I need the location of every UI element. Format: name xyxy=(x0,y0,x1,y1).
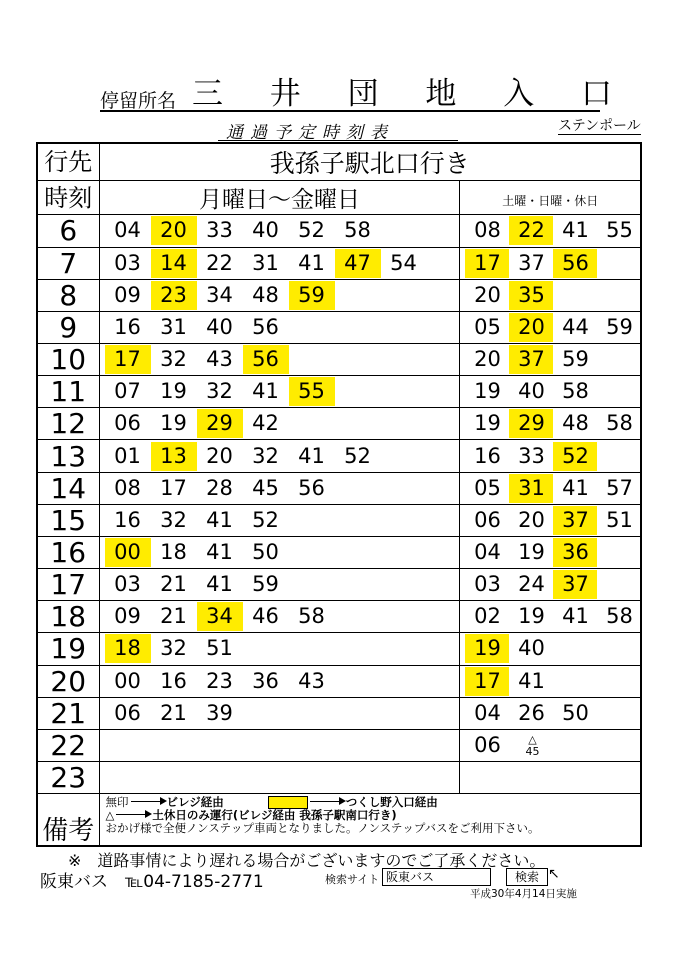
time-label: 時刻 xyxy=(37,181,99,215)
minute: 56 xyxy=(252,314,279,339)
weekend-minutes xyxy=(460,376,641,408)
weekend-minutes xyxy=(460,279,641,311)
weekend-minutes xyxy=(460,697,641,729)
minute: 58 xyxy=(606,411,633,436)
weekday-minutes xyxy=(99,472,460,504)
notes-village-route: ビレジ経由 xyxy=(166,795,224,810)
hour-cell: 14 xyxy=(37,472,99,504)
minute: 20 xyxy=(474,282,501,307)
minute-highlighted: 20 xyxy=(509,313,553,342)
weekday-minutes xyxy=(99,729,460,761)
weekday-minutes xyxy=(99,408,460,440)
hour-cell: 8 xyxy=(37,279,99,311)
stop-name xyxy=(192,72,612,112)
weekday-minutes xyxy=(99,762,460,794)
minute: 08 xyxy=(474,218,501,243)
minute: 19 xyxy=(518,604,545,629)
destination-label: 行先 xyxy=(37,143,99,181)
weekend-minutes xyxy=(460,247,641,279)
minute: 31 xyxy=(160,314,187,339)
notes-label: 備考 xyxy=(37,794,99,846)
hour-row xyxy=(37,504,641,536)
hour-row xyxy=(37,601,641,633)
hour-row xyxy=(37,376,641,408)
hour-row xyxy=(37,729,641,761)
hour-cell: 6 xyxy=(37,215,99,247)
minute-highlighted: 52 xyxy=(553,442,597,471)
hour-row xyxy=(37,440,641,472)
minute: 50 xyxy=(562,700,589,725)
weekend-minutes xyxy=(460,408,641,440)
minute-highlighted: 17 xyxy=(465,249,509,278)
weekday-header: 月曜日～金曜日 xyxy=(99,181,460,215)
minute-highlighted: 37 xyxy=(553,506,597,535)
notes-weekend-only: 土休日のみ運行(ビレジ経由 我孫子駅南口行き) xyxy=(152,808,397,823)
pole-type-label: ステンポール xyxy=(558,118,641,134)
minute: 31 xyxy=(252,250,279,275)
minute-highlighted: 37 xyxy=(509,345,553,374)
hour-row xyxy=(37,279,641,311)
minute: 21 xyxy=(160,604,187,629)
minute: 41 xyxy=(562,604,589,629)
minute: 06 xyxy=(474,732,501,757)
weekday-minutes xyxy=(99,343,460,375)
weekday-minutes xyxy=(99,279,460,311)
weekday-minutes xyxy=(99,440,460,472)
minute: 58 xyxy=(298,604,325,629)
weekend-minutes xyxy=(460,569,641,601)
minute: 40 xyxy=(206,314,233,339)
minute: 58 xyxy=(606,604,633,629)
minute: 41 xyxy=(206,507,233,532)
minute: 40 xyxy=(518,636,545,661)
hour-row xyxy=(37,247,641,279)
minute-highlighted: 29 xyxy=(509,409,553,438)
minute: 16 xyxy=(114,507,141,532)
minute: 20 xyxy=(206,443,233,468)
minute: 52 xyxy=(344,443,371,468)
search-site-label: 検索サイト xyxy=(325,873,380,886)
effective-date: 平成30年4月14日実施 xyxy=(470,888,577,900)
hour-cell: 15 xyxy=(37,504,99,536)
weekday-minutes xyxy=(99,376,460,408)
minute: 06 xyxy=(474,507,501,532)
minute-highlighted: 19 xyxy=(465,634,509,663)
hour-cell: 17 xyxy=(37,569,99,601)
minute: 42 xyxy=(252,411,279,436)
minute: 28 xyxy=(206,475,233,500)
weekday-minutes xyxy=(99,569,460,601)
weekday-minutes xyxy=(99,504,460,536)
notes-tsukushino-route: つくし野入口経由 xyxy=(345,795,438,810)
weekend-minutes xyxy=(460,665,641,697)
minute: 17 xyxy=(160,475,187,500)
minute: 36 xyxy=(252,668,279,693)
minute: 09 xyxy=(114,604,141,629)
minute: 59 xyxy=(606,314,633,339)
weekday-minutes xyxy=(99,215,460,247)
destination: 我孫子駅北口行き xyxy=(99,143,641,181)
minute: 41 xyxy=(298,443,325,468)
minute: 58 xyxy=(562,379,589,404)
minute: 09 xyxy=(114,282,141,307)
minute: 41 xyxy=(562,475,589,500)
weekend-minutes xyxy=(460,343,641,375)
hour-row xyxy=(37,665,641,697)
minute-highlighted: 36 xyxy=(553,538,597,567)
notes-plain-prefix: 無印 xyxy=(105,795,129,810)
minute-highlighted: 56 xyxy=(243,345,289,374)
minute: 05 xyxy=(474,314,501,339)
company-contact: 阪東バス ℡04-7185-2771 xyxy=(40,872,264,892)
minute-highlighted: 31 xyxy=(509,474,553,503)
minute: 23 xyxy=(206,668,233,693)
weekday-minutes xyxy=(99,247,460,279)
minute: 20 xyxy=(518,507,545,532)
minute: 19 xyxy=(474,379,501,404)
minute: 02 xyxy=(474,604,501,629)
notes xyxy=(99,794,641,846)
hour-cell: 18 xyxy=(37,601,99,633)
hour-row xyxy=(37,408,641,440)
minute-highlighted: 17 xyxy=(465,667,509,696)
stop-label: 停留所名 xyxy=(100,90,177,112)
weekday-minutes xyxy=(99,536,460,568)
weekend-minutes xyxy=(460,472,641,504)
notes-line-3: おかげ様で全便ノンステップ車両となりました。ノンステップバスをご利用下さい。 xyxy=(105,821,540,836)
hour-cell: 22 xyxy=(37,729,99,761)
hour-row xyxy=(37,536,641,568)
minute: 04 xyxy=(114,218,141,243)
hour-row xyxy=(37,472,641,504)
timetable xyxy=(36,142,642,847)
minute: 32 xyxy=(160,636,187,661)
stop-name-char: 入 xyxy=(503,75,535,112)
minute: 16 xyxy=(474,443,501,468)
stop-name-char: 口 xyxy=(580,75,612,112)
minute: 32 xyxy=(252,443,279,468)
minute: 37 xyxy=(518,250,545,275)
minute: 41 xyxy=(518,668,545,693)
minute: 43 xyxy=(298,668,325,693)
minute-highlighted: 20 xyxy=(151,216,197,245)
minute-highlighted: 56 xyxy=(553,249,597,278)
weekday-minutes xyxy=(99,601,460,633)
minute: 21 xyxy=(160,572,187,597)
weekend-minutes xyxy=(460,729,641,761)
stop-name-char: 井 xyxy=(269,75,301,112)
minute-highlighted: 22 xyxy=(509,216,553,245)
minute: 54 xyxy=(390,250,417,275)
minute: 19 xyxy=(518,539,545,564)
minute: 08 xyxy=(114,475,141,500)
minute: 16 xyxy=(160,668,187,693)
minute-highlighted: 23 xyxy=(151,281,197,310)
minute: 52 xyxy=(298,218,325,243)
minute: 43 xyxy=(206,347,233,372)
minute: 48 xyxy=(252,282,279,307)
minute: 18 xyxy=(160,539,187,564)
minute: 33 xyxy=(206,218,233,243)
weekend-minutes xyxy=(460,504,641,536)
cursor-arrow-icon: ↖ xyxy=(548,866,560,882)
minute: 41 xyxy=(206,539,233,564)
minute: 34 xyxy=(206,282,233,307)
minute: 03 xyxy=(474,572,501,597)
minute: 16 xyxy=(114,314,141,339)
minute: 45 xyxy=(252,475,279,500)
hour-cell: 11 xyxy=(37,376,99,408)
minute: 07 xyxy=(114,379,141,404)
hour-row xyxy=(37,697,641,729)
minute: 51 xyxy=(206,636,233,661)
stop-name-char: 地 xyxy=(425,75,457,112)
minute: 03 xyxy=(114,250,141,275)
minute: 56 xyxy=(298,475,325,500)
weekend-header: 土曜・日曜・休日 xyxy=(460,181,641,215)
arrow-icon xyxy=(310,801,344,802)
hour-cell: 21 xyxy=(37,697,99,729)
minute: 19 xyxy=(474,411,501,436)
minute: 48 xyxy=(562,411,589,436)
minute-highlighted: 29 xyxy=(197,409,243,438)
minute: 52 xyxy=(252,507,279,532)
hour-cell: 13 xyxy=(37,440,99,472)
weekend-minutes xyxy=(460,311,641,343)
minute: 04 xyxy=(474,700,501,725)
minute: 22 xyxy=(206,250,233,275)
minute: 44 xyxy=(562,314,589,339)
minute: 32 xyxy=(160,347,187,372)
minute: 00 xyxy=(114,668,141,693)
minute: 41 xyxy=(252,379,279,404)
minute: 50 xyxy=(252,539,279,564)
stop-name-char: 三 xyxy=(192,75,223,112)
minute-highlighted: 34 xyxy=(197,602,243,631)
hour-cell: 12 xyxy=(37,408,99,440)
weekday-minutes xyxy=(99,311,460,343)
minute: 33 xyxy=(518,443,545,468)
minute-highlighted: 47 xyxy=(335,249,381,278)
arrow-icon xyxy=(116,814,150,815)
minute: 32 xyxy=(160,507,187,532)
minute: 59 xyxy=(562,347,589,372)
weekend-minutes xyxy=(460,536,641,568)
minute: 55 xyxy=(606,218,633,243)
header-underline xyxy=(100,110,600,112)
minute: 41 xyxy=(298,250,325,275)
subtitle-underline xyxy=(218,140,458,141)
triangle-icon: △ xyxy=(105,808,115,823)
minute: 19 xyxy=(160,411,187,436)
hour-row xyxy=(37,633,641,665)
minute: 06 xyxy=(114,700,141,725)
minute: 40 xyxy=(252,218,279,243)
minute: 59 xyxy=(252,572,279,597)
minute: 19 xyxy=(160,379,187,404)
minute: 40 xyxy=(518,379,545,404)
minute: 26 xyxy=(518,700,545,725)
hour-row xyxy=(37,762,641,794)
minute-weekend-only: 45 xyxy=(525,744,540,758)
minute: 58 xyxy=(344,218,371,243)
hour-cell: 23 xyxy=(37,762,99,794)
page-subtitle: 通過予定時刻表 xyxy=(226,123,394,143)
weekday-minutes xyxy=(99,633,460,665)
weekend-minutes xyxy=(460,215,641,247)
weekday-minutes xyxy=(99,665,460,697)
minute-highlighted: 59 xyxy=(289,281,335,310)
minute-highlighted: 00 xyxy=(105,538,151,567)
minute: 05 xyxy=(474,475,501,500)
minute: 03 xyxy=(114,572,141,597)
hour-row xyxy=(37,215,641,247)
minute-highlighted: 35 xyxy=(509,281,553,310)
minute: 39 xyxy=(206,700,233,725)
minute: 46 xyxy=(252,604,279,629)
stop-name-char: 団 xyxy=(347,75,379,112)
minute: 20 xyxy=(474,347,501,372)
footer-note: ※ 道路事情により遅れる場合がございますのでご了承ください。 xyxy=(68,851,546,870)
weekend-minutes xyxy=(460,601,641,633)
hour-cell: 19 xyxy=(37,633,99,665)
minute-highlighted: 37 xyxy=(553,570,597,599)
minute-highlighted: 18 xyxy=(105,634,151,663)
minute: 01 xyxy=(114,443,141,468)
hour-cell: 20 xyxy=(37,665,99,697)
minute: 06 xyxy=(114,411,141,436)
minute: 41 xyxy=(562,218,589,243)
hour-row xyxy=(37,343,641,375)
hour-row xyxy=(37,569,641,601)
weekend-minutes xyxy=(460,762,641,794)
minute: 21 xyxy=(160,700,187,725)
triangle-icon: △ 45 xyxy=(525,732,540,758)
minute: 51 xyxy=(606,507,633,532)
minute: 04 xyxy=(474,539,501,564)
weekday-minutes xyxy=(99,697,460,729)
minute: 41 xyxy=(206,572,233,597)
search-button: 検索 xyxy=(506,868,548,886)
hour-cell: 7 xyxy=(37,247,99,279)
arrow-icon xyxy=(131,801,165,802)
hour-row xyxy=(37,311,641,343)
hour-cell: 16 xyxy=(37,536,99,568)
minute-highlighted: 17 xyxy=(105,345,151,374)
search-box: 阪東バス xyxy=(382,868,491,886)
minute: 57 xyxy=(606,475,633,500)
minute-highlighted: 14 xyxy=(151,249,197,278)
hour-cell: 9 xyxy=(37,311,99,343)
minute: 24 xyxy=(518,572,545,597)
minute-highlighted: 13 xyxy=(151,442,197,471)
hour-cell: 10 xyxy=(37,343,99,375)
minute: 32 xyxy=(206,379,233,404)
weekend-minutes xyxy=(460,633,641,665)
weekend-minutes xyxy=(460,440,641,472)
minute-highlighted: 55 xyxy=(289,377,335,406)
